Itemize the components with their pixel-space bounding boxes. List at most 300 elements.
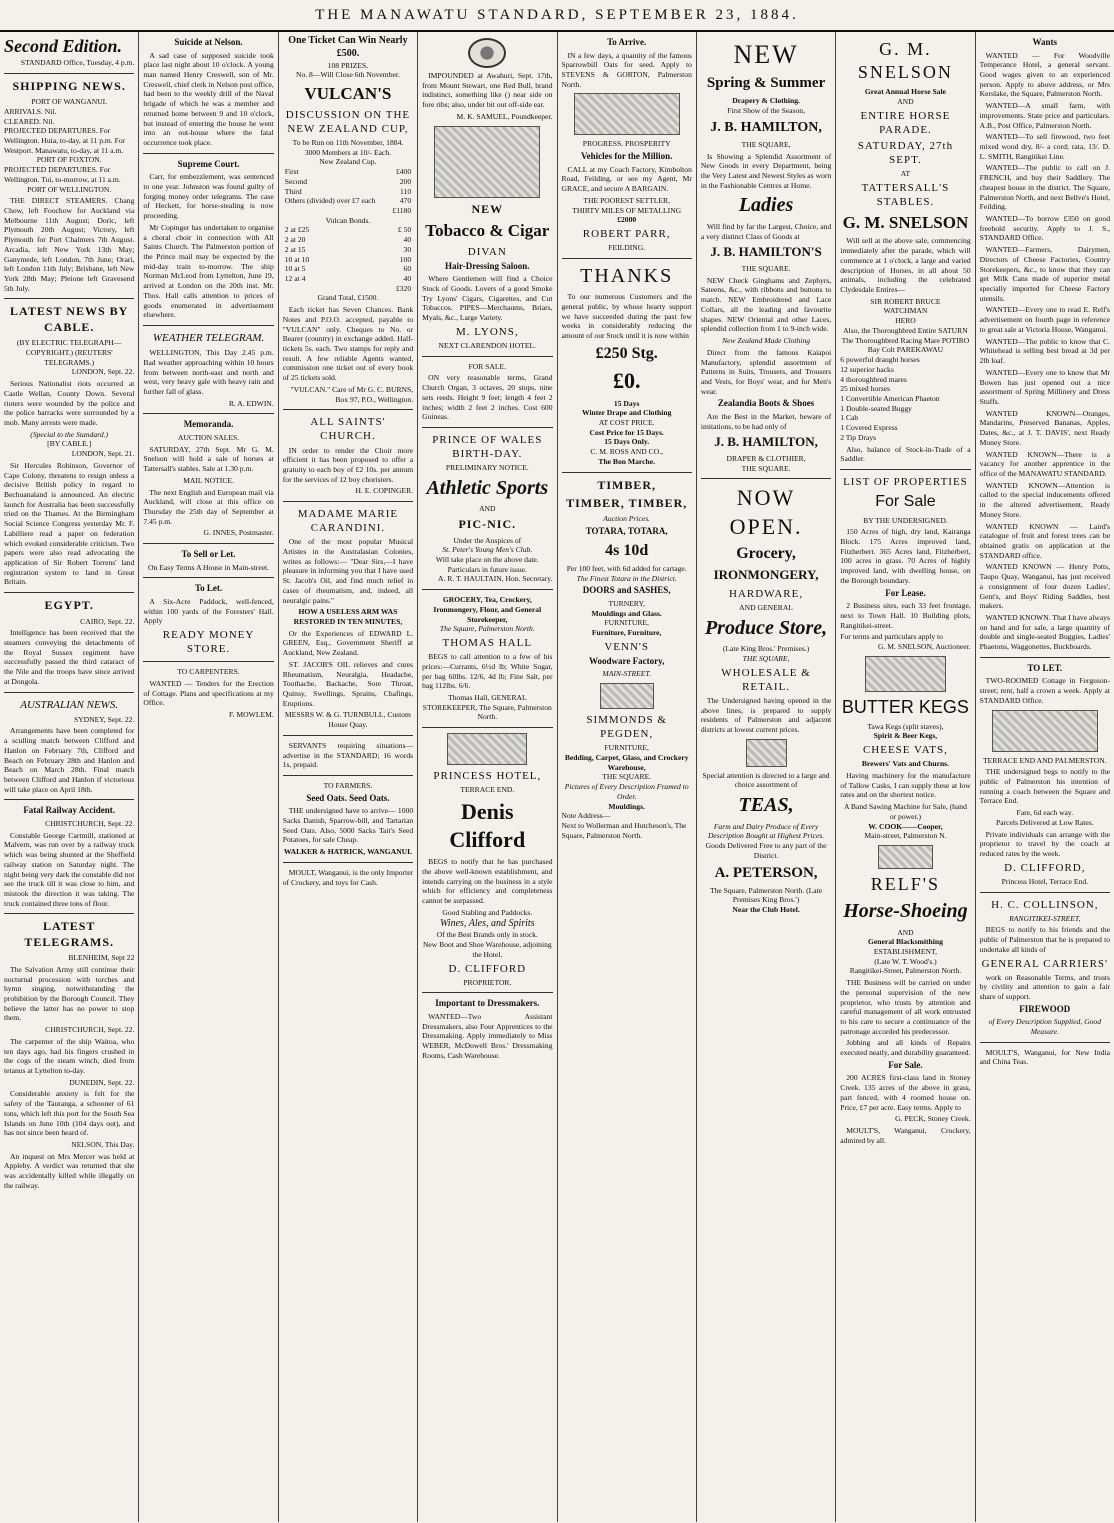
- for-sale-heading: FOR SALE.: [468, 361, 507, 371]
- list-item: WANTED—Every one to read E. Relf's advertisement on fourth page in reference to great sale at Victoria House, Wanganui.: [979, 305, 1110, 334]
- per-100: Per 100 feet, with 6d added for cartage.: [566, 564, 687, 573]
- run-date: To be Run on 11th November, 1884.: [292, 137, 404, 147]
- furniture-2: Furniture, Furniture,: [591, 628, 662, 638]
- gms-snelson: G. M. SNELSON: [842, 212, 969, 232]
- ironmongery: IRONMONGERY,: [713, 567, 819, 583]
- column-6: [697, 32, 836, 1522]
- auctioneer: G. M. SNELSON, Auctioneer.: [878, 641, 971, 651]
- local-news: Mr Copinger has undertaken to organise a choral choir in connection with All Saints Church. The Palmerston portion of the Prince mail may be expected by the mid-day train to-morrow. The ship Norman McLeod from Lyttelton, June 19, arrived at London on the 20th inst. Mr. Thos. Hall calls attention to prices of goods enumerated in advertisement elsewhere.: [143, 222, 274, 320]
- gms-text: Will sell at the above sale, commencing immediately after the parade, which will commence at 1 o'clock, a large and varied description of Horses, in all about 50 animals, including the celebrated Clydesdale Entires—: [840, 236, 971, 295]
- moult-teas: MOULT'S, Wanganui, for New India and China Teas.: [979, 1047, 1110, 1067]
- the-square-1: THE SQUARE,: [741, 139, 791, 149]
- arrive-heading: To Arrive.: [607, 37, 647, 47]
- horse-sale: Great Annual Horse Sale: [864, 87, 946, 97]
- and-general: AND GENERAL: [739, 602, 793, 612]
- main-street: MAIN-STREET.: [602, 669, 651, 679]
- turnbull: MESSRS W. & G. TURNBULL, Custom House Quay.: [284, 710, 411, 730]
- fatal-text: Constable George Cartmill, stationed at Malvern, was run over by a railway truck which was being shunted at the Sheffield railway station on Saturday night. The night being very dark the constable did not see the truck till it was close to him, and mistook the direction it was taking. The truck contained three tons of flour.: [4, 830, 135, 908]
- private: Private individuals can arrange with the proprietor to travel by the coach at reduced rates by the week.: [979, 829, 1110, 859]
- column-4: [418, 32, 557, 1522]
- saints-sign: H. E. COPINGER.: [355, 486, 414, 496]
- moult-crockery: MOULT'S, Wanganui, Crockery, admired by all.: [840, 1126, 971, 1145]
- vehicles-text: CALL at my Coach Factory, Kimbolton Road, Feilding, or see my Agent, Mr GRACE, and secure A BARGAIN.: [561, 164, 692, 194]
- d-clifford-2: D. CLIFFORD,: [1004, 861, 1086, 874]
- sydney-text: Arrangements have been completed for a sculling match between Clifford and Hanlon on February 7th, Clifford and Beach on February 28th and Hanlon and Beach on March 28th. Final match between Clifford and Hanlon if victorious will take place on April 18th.: [4, 726, 135, 794]
- to-let-text: TWO-ROOMED Cottage in Ferguson-street; rent, half a crown a week. Apply at STANDARD Office.: [979, 676, 1110, 705]
- produce-text: The Undersigned having opened in the above lines, is prepared to supply residents of Palmerston and adjacent districts at lowest current prices.: [700, 695, 832, 734]
- list-item: WANTED KNOWN—There is a vacancy for another apprentice in the office of the MANAWATU STANDARD.: [979, 449, 1110, 478]
- list-item: WANTED—To borrow £350 on good freehold security. Apply to J. S., STANDARD Office.: [979, 214, 1110, 243]
- for-lease: For Lease.: [885, 587, 926, 598]
- table-row: Second 200: [284, 176, 412, 186]
- dressmakers-heading: Important to Dressmakers.: [435, 998, 540, 1009]
- horse-list: [840, 355, 970, 442]
- column-5: [558, 32, 697, 1522]
- coach-illustration-2: [992, 710, 1098, 752]
- keg-illustration: [865, 656, 945, 692]
- list-item: 12 superior hacks: [840, 364, 894, 374]
- terrace-end: TERRACE END.: [460, 785, 515, 795]
- for-sale: For Sale: [875, 493, 936, 511]
- jb-hamiltons: J. B. HAMILTON'S: [710, 244, 822, 260]
- tobacco-new: NEW: [471, 201, 504, 216]
- fifteen-days: 15 Days: [613, 398, 640, 408]
- progress: PROGRESS. PROSPERITY: [582, 139, 671, 149]
- ready-money-store: READY MONEY STORE.: [162, 629, 255, 656]
- and-2: AND: [897, 927, 914, 937]
- grocery-heading: GROCERY, Tea, Crockery, Ironmongery, Flour, and General Storekeeper,: [433, 595, 542, 624]
- arrivals: ARRIVALS. Nil.: [4, 106, 57, 116]
- teas: TEAS,: [738, 794, 794, 817]
- list-item: 6 powerful draught horses: [840, 355, 920, 365]
- simmonds-pegden: SIMMONDS & PEGDEN,: [586, 714, 667, 741]
- weather-text: WELLINGTON, This Day 2.45 p.m. Bad weather approaching within 10 hours from between north-east and north and west, very heavy gale with heavy rain and further fall of glass.: [143, 348, 274, 396]
- list-item: WANTED—Every one to know that Mr Bowen has just opened out a nice assortment of Spring Millinery and Dress Stuffs.: [979, 367, 1110, 406]
- cairo-dateline: CAIRO, Sept. 22.: [80, 616, 135, 626]
- list-item: 2 Tip Drays: [840, 432, 877, 442]
- bonds-heading: Vulcan Bonds.: [325, 215, 371, 225]
- list-item: WANTED KNOWN—Oranges, Mandarins, Preserved Bananas, Apples, Dates, &c., at J. T. DAVIS', next Ready Money Store.: [979, 408, 1110, 447]
- wants-heading: Wants: [1032, 37, 1058, 47]
- foxton-departures: PROJECTED DEPARTURES. For Wellington. Tui, to-morrow, at 11 a.m.: [4, 165, 121, 184]
- stock-amount: £250 Stg.: [595, 344, 658, 362]
- useless-text: Or the Experiences of EDWARD L. GREEN, Esq., Government Sheriff at Auckland, New Zealand.: [282, 628, 414, 658]
- timber-2: TIMBER, TIMBER,: [566, 495, 688, 510]
- establishment: ESTABLISHMENT,: [873, 947, 938, 957]
- jb-hamilton-2: J. B. HAMILTON,: [714, 434, 818, 450]
- prizes: 108 PRIZES.: [327, 60, 369, 70]
- bootshop: New Boot and Shoe Warehouse, adjoining the Hotel.: [422, 940, 552, 959]
- table-row: 2 at 15 30: [284, 244, 412, 254]
- farmers-heading: TO FARMERS.: [323, 781, 373, 791]
- list-item: WANTED KNOWN—Attention is called to the special inducements offered in the altered advertisement, Ready Money Store.: [979, 480, 1110, 519]
- cable-note: (BY ELECTRIC TELEGRAPH—COPYRIGHT.) (REUTERS' TELEGRAMS.): [16, 338, 122, 367]
- club-hotel: Near the Club Hotel.: [732, 905, 800, 915]
- supreme-text: Carr, for embezzlement, was sentenced to one year. Johnston was found guilty of forging money order telegrams. The case of Heckett, for horse-stealing is now proceeding.: [143, 172, 274, 221]
- auction-heading: AUCTION SALES.: [177, 432, 240, 442]
- smokers-illustration: [434, 126, 540, 198]
- blenheim-dateline: BLENHEIM, Sept 22: [68, 953, 135, 963]
- australian-heading: AUSTRALIAN NEWS.: [20, 698, 119, 711]
- picnic-text: Will take place on the above date. Particulars in future issue.: [435, 554, 539, 574]
- thoroughbred: Also, the Thoroughbred Entire SATURN: [843, 325, 968, 335]
- price-4s10d: 4s 10d: [605, 541, 649, 559]
- fatal-heading: Fatal Railway Accident.: [23, 805, 116, 816]
- coach-text: THE undersigned begs to notify to the public of Palmerston his intention of running a coach between the Square and Terrace End.: [979, 767, 1110, 806]
- sell-heading: To Sell or Let.: [181, 549, 236, 560]
- hall-text: BEGS to call attention to a few of his prices:—Currants, 6½d lb; White Sugar, per bag 60lbs. 12/6, 4d lb; Fine Salt, per bag 112lbs. 6/6.: [422, 652, 553, 691]
- memoranda-heading: Memoranda.: [183, 419, 234, 430]
- ross-co: C. M. ROSS AND CO.,: [590, 447, 663, 457]
- list-item: 1 Cab: [840, 413, 859, 423]
- wales-heading: PRINCE OF WALES BIRTH-DAY.: [432, 434, 543, 461]
- list-item: WANTED—The public to call on J. FRENCH, and buy their Saddlery. The cheapest house in the district. The Square, Palmerston North, and next Bellve's Hotel, Feilding.: [979, 163, 1110, 212]
- vehicles-heading: Vehicles for the Million.: [580, 151, 673, 162]
- new-heading: NEW: [733, 40, 799, 69]
- mouldings-glass: Mouldings and Glass.: [591, 608, 662, 618]
- list-item: WANTED—Farmers, Dairymen, Directors of Cheese Factories, Country Storekeepers, &c., to know that they can get Milk Cans made of superior metal specially imported for Cheese Factory utensils.: [979, 245, 1110, 303]
- dressmakers-text: WANTED—Two Assistant Dressmakers, also Four Apprentices to the Dressmaking. Apply immediately to Miss WEBER, McDowell Bros.' Dressmaking Rooms, Cash Warehouse.: [422, 1011, 553, 1060]
- list-item: 4 thoroughbred mares: [840, 374, 907, 384]
- seed-text: THE undersigned have to arrive— 1000 Sacks Danish, Sparrow-bill, and Tartarian Seed Oats. Also, 5000 Sacks Tait's Seed Potatoes, for sale Cheap.: [282, 806, 414, 845]
- dunedin-text: Considerable anxiety is felt for the safety of the Tauranga, a schooner of 61 tons, which left this port for the South Sea Islands on June 10th (104 days out), and has not since been heard of.: [4, 1089, 135, 1138]
- wholesale: WHOLESALE & RETAIL.: [721, 666, 811, 693]
- column-1: [0, 32, 139, 1522]
- pictures: Pictures of Every Description Framed to Order.: [564, 782, 689, 801]
- table-row: £1180: [392, 205, 412, 215]
- cook-cooper: W. COOK——Cooper,: [868, 821, 943, 831]
- the-square-3: THE SQUARE.: [741, 463, 791, 473]
- table-row: 2 at 20 40: [284, 235, 412, 245]
- table-row: 10 at 10 100: [284, 254, 412, 264]
- office-line: STANDARD Office, Tuesday, 4 p.m.: [20, 58, 135, 68]
- sell-text: On Easy Terms A House in Main-street.: [148, 562, 270, 572]
- tolet-text: A Six-Acre Paddock, well-fenced, within 100 yards of the Foresters' Hall. Apply: [143, 596, 274, 626]
- table-row: 2 at £25 £ 50: [284, 225, 412, 235]
- jobbing: Jobbing and all kinds of Repairs executed neatly, and durability guaranteed.: [840, 1038, 971, 1058]
- oil-text: ST. JACOB'S OIL relieves and cures Rheumatism, Neuralgia, Headache, Toothache, Backache, Sore Throat, Quinsy, Swellings, Sprains, Chafings, Eruptions.: [282, 659, 414, 708]
- athletic-sports: Athletic Sports: [426, 476, 549, 499]
- organ-text: ON very reasonable terms, Grand Church Organ, 3 octaves, 20 stops, nine sets reeds. Height 9 feet; length 4 feet 2 inches; width 2 feet 2 inches. Cost 600 Guineas.: [422, 373, 553, 422]
- hamilton-text: Is Showing a Splendid Assortment of New Goods in every Department, being the Very Latest and Newest Styles as worn in the Fashionable Centres at Home.: [700, 151, 832, 190]
- direct-steamers: THE DIRECT STEAMERS. Chang Chow, left Foochow for Auckland via Melbourne 11th August; Doric, left Plymouth 20th August; Victory, left Plymouth for Port Chalmers 7th August. Arcadia, left New York 13th May; Ganymede, left London, 7th June; Orari, left London 11th July; Brisbane, left New York 28th May; Pleione left Gravesend 5th July.: [4, 196, 135, 293]
- list-item: WANTED KNOWN — Henry Potts, Taupo Quay, Wanganui, has just received a consignment of four dozen Ladies', Gent's, and Boys' Riding Saddles, best makers.: [979, 562, 1110, 611]
- peterson-address: The Square, Palmerston North. (Late Premises King Bros.'): [709, 885, 823, 905]
- properties-text: 150 Acres of high, dry land, Kairanga Block. 175 Acres improved land, Fitzherbert. 365 Acres land, Fitzherbert, 100 acres in grass. 70 Acres of highly improved land, with dwelling house, on the Borough boundary.: [840, 527, 971, 585]
- clifford-text: BEGS to notify that he has purchased the above well-known establishment, and intends carrying on the business in a style which for efficiency and completeness cannot be surpassed.: [422, 857, 553, 906]
- egypt-heading: EGYPT.: [44, 598, 94, 613]
- spirit-kegs: Spirit & Beer Kegs,: [873, 731, 938, 741]
- dc-address: Princess Hotel, Terrace End.: [1001, 876, 1089, 886]
- band-sawing: A Band Sawing Machine for Sale, (hand or power.): [843, 802, 967, 821]
- drapery: Drapery & Clothing.: [732, 96, 800, 106]
- feilding: FEILDING.: [608, 243, 646, 253]
- metalling-amount: £2000: [617, 215, 637, 225]
- timber-1: TIMBER,: [597, 477, 657, 492]
- port-wanganui: PORT OF WANGANUI.: [31, 97, 108, 107]
- list-item: 1 Covered Express: [840, 423, 898, 433]
- brewers-text: Having machinery for the manufacture of Tallow Casks, I can supply these at low rates and on the shortest notice.: [840, 770, 971, 800]
- mail-text: The next English and European mail via Auckland, will close at this office on Thursday the 25th day of September at 7.45 p.m.: [143, 487, 274, 526]
- proprietor: PROPRIETOR.: [463, 977, 512, 987]
- carriers-work: work on Reasonable Terms, and trusts by civility and attention to gain a fair share of support.: [979, 972, 1110, 1002]
- cairo-text: Intelligence has been received that the steamers conveying the detachments of the Royal Sussex regiment have successfully passed the third cataract of the Nile and the troops have since arrived at Dongola.: [4, 628, 135, 686]
- teapot-illustration: [746, 739, 787, 767]
- rangitikei: RANGITIKEI-STREET,: [1009, 913, 1081, 923]
- auspices: Under the Auspices of: [453, 535, 522, 545]
- the-square: THE SQUARE.: [602, 772, 652, 782]
- latest-telegrams-heading: LATEST TELEGRAMS.: [24, 919, 115, 949]
- at-word: AT: [900, 168, 911, 178]
- cleared: CLEARED. Nil.: [4, 116, 55, 126]
- carpenters-sign: F. MOWLEM.: [229, 710, 274, 720]
- discussion: DISCUSSION ON THE NEW ZEALAND CUP,: [285, 108, 411, 135]
- the-square-2: THE SQUARE.: [741, 264, 791, 274]
- collinson: H. C. COLLINSON,: [991, 898, 1099, 911]
- by-cable: [BY CABLE.]: [47, 439, 92, 449]
- new-list: NEW Check Ginghams and Zephyrs, Sateens, &c., with ribbons and buttons to match. NEW Embroidered and Lace Collars, all the leading and favourite shapes. NEW Oriental and other Laces, splendid collection from 1 to 9-inch wide.: [700, 275, 832, 334]
- poorest-settler: THE POOREST SETTLER,: [583, 195, 670, 205]
- impound-sign: M. K. SAMUEL, Poundkeeper.: [456, 111, 553, 121]
- shipping-heading: SHIPPING NEWS.: [12, 78, 126, 93]
- grocery-square: The Square, Palmerston North.: [439, 624, 535, 634]
- firewood: FIREWOOD: [1019, 1003, 1071, 1014]
- ladies: Ladies: [738, 194, 794, 217]
- note-address: Note Address—: [561, 811, 611, 821]
- terrace-heading: TERRACE END AND PALMERSTON.: [983, 755, 1107, 765]
- zero-amount: £0.: [612, 368, 641, 394]
- departures: PROJECTED DEPARTURES. For Wellington. Huia, to-day, at 11 p.m. For Westport. Manawatu, to-day, at 11 a.m.: [4, 126, 126, 155]
- lyons-address: NEXT CLARENDON HOTEL.: [438, 340, 537, 350]
- to-let: TO LET.: [1027, 662, 1063, 673]
- weather-sign: R. A. EDWIN.: [228, 398, 274, 408]
- divan: DIVAN: [467, 245, 507, 258]
- cable-heading: LATEST NEWS BY CABLE.: [10, 304, 129, 334]
- furniture-3: FURNITURE,: [604, 743, 649, 753]
- table-row: Others (divided) over £7 each 470: [284, 196, 412, 206]
- auction-text: SATURDAY, 27th Sept. Mr G. M. Snelson will hold a sale of horses at Tattersall's stables. Sale at 1.30 p.m.: [143, 444, 274, 474]
- walker-hatrick: WALKER & HATRICK, WANGANUI.: [283, 847, 413, 857]
- table-row: 10 at 5 60: [284, 264, 412, 274]
- farm-produce: Farm and Dairy Produce of Every Description Bought at Highest Prices.: [707, 821, 825, 841]
- first-show: First Show of the Season,: [727, 106, 805, 116]
- thanks-text: To our numerous Customers and the general public, by whose hearty support we have succeeded during the past few weeks in considerably reducing the amount of our Stock until it is now within: [561, 292, 692, 341]
- mail-sign: G. INNES, Postmaster.: [203, 528, 274, 538]
- supreme-heading: Supreme Court.: [177, 158, 240, 169]
- coat-of-arms-icon: [468, 38, 506, 68]
- spring-summer: Spring & Summer: [706, 75, 826, 92]
- vulcan-text: Each ticket has Seven Chances. Bank Notes and P.O.O. accepted, payable to "VULCAN" only. Cheques to No. or Bearer (country) in exchange added. Half-tickets 5s. each. Two stamps for reply and result. A few reliable Agents wanted, commission one ticket out of every book of 25 tickets sold.: [282, 305, 414, 383]
- lease-text: 2 Business sites, each 33 feet frontage, next to Town Hall. 10 Building plots, Rangitikei-street.: [840, 601, 971, 630]
- collinson-text: BEGS to notify to his friends and the public of Palmerston that he is prepared to undertake all kinds of: [979, 925, 1110, 954]
- hardware: HARDWARE,: [729, 587, 804, 600]
- haultain-sign: A. R. T. HAULTAIN, Hon. Secretary.: [437, 574, 553, 584]
- london-dateline-2: LONDON, Sept. 21.: [71, 449, 135, 459]
- suicide-text: A sad case of supposed suicide took place last night about 10 o'clock. A young man named Henry Creswell, son of Mr. Creswell, chief clerk in Nelson post office, had been to the weekly drill of the Naval brigade of which he was a member and returned home between 9 and 10 o'clock, but instead of entering the house he went into an out-house where the fatal occurrence took place.: [143, 50, 274, 147]
- drawn-close: No. 8—Will Close 6th November.: [295, 70, 400, 80]
- sydney-dateline: SYDNEY, Sept. 22.: [73, 714, 135, 724]
- list-item: WANTED — For Woodville Temperance Hotel, a general servant. Good wages given to an experienced person. Apply to above address, or Mrs Kerslake, the Square, Palmerston North.: [979, 50, 1110, 99]
- parcels: Parcels Delivered at Low Rates.: [995, 817, 1094, 827]
- hair-text: Where Gentlemen will find a Choice Stock of Goods. Lovers of a good Smoke Try Lyons' Cigars, Cigarettes, and Cut Tobaccos. PIPES—Merchaums, Briars, Myals, &c., Large Variety.: [422, 274, 553, 323]
- cup-prize-table: [283, 167, 413, 216]
- hair-saloon: Hair-Dressing Saloon.: [445, 260, 530, 271]
- late-wood: (Late W. T. Wood's.): [874, 956, 937, 966]
- peck-sign: G. PECK, Stoney Creek.: [895, 1114, 971, 1124]
- saints-heading: ALL SAINTS' CHURCH.: [310, 416, 386, 443]
- list-item: WANTED—A small farm, with improvements. State price and particulars. A.B., Post Office, Palmerston North.: [979, 101, 1110, 130]
- turnery: TURNERY,: [608, 598, 645, 608]
- column-8: [976, 32, 1114, 1522]
- suicide-heading: Suicide at Nelson.: [174, 37, 243, 47]
- mail-heading: MAIL NOTICE.: [183, 475, 234, 485]
- venns: VENN'S: [604, 640, 650, 653]
- column-2: [139, 32, 278, 1522]
- peterson: A. PETERSON,: [714, 864, 818, 881]
- column-3: [279, 32, 418, 1522]
- cheese-vats: CHEESE VATS,: [862, 744, 948, 757]
- bonds-table: [283, 225, 413, 293]
- furniture-illustration: [600, 683, 654, 709]
- christchurch-text-2: The carpenter of the ship Waitoa, who ten days ago, had his fingers crushed in the cogs of the steam winch, died from tetanus at Lyttelton to-day.: [4, 1036, 135, 1075]
- tobacco-heading: Tobacco & Cigar: [425, 220, 550, 240]
- princess-hotel: PRINCESS HOTEL,: [433, 770, 542, 783]
- at-cost: AT COST PRICE.: [598, 417, 655, 427]
- cook-address: Main-street, Palmerston N.: [864, 831, 947, 841]
- teas-intro: Special attention is directed to a large and choice assortment of: [702, 770, 830, 790]
- draper-clothier: DRAPER & CLOTHIER,: [726, 453, 806, 463]
- london-dateline-1: LONDON, Sept. 22.: [71, 367, 135, 377]
- entire-1: SIR ROBERT BRUCE: [870, 296, 941, 306]
- moult-ad: MOULT, Wanganui, is the only Importer of Crockery, and toys for Cash.: [282, 867, 414, 887]
- late-king: (Late King Bros.' Premises.): [722, 644, 810, 654]
- list-item: WANTED—To sell firewood, two feet mixed wood dry, 8/- a cord; rata, 13/. D. L. SMITH, Rangitikei Line.: [979, 132, 1110, 161]
- brands: Of the Best Brands only in stock.: [436, 930, 538, 940]
- cost-price: Cost Price for 15 Days.: [589, 427, 664, 437]
- thomas-hall: THOMAS HALL: [442, 637, 533, 650]
- now-open: NOW OPEN.: [729, 485, 803, 539]
- list-item: WANTED KNOWN. That I have always on hand and for sale, a large quantity of double and single-seated Buggies, Ladies' Phaetons, Waggonettes, Buckboards.: [979, 613, 1110, 652]
- firewood-text: of Every Description Supplied, Good Measure.: [988, 1017, 1102, 1036]
- relfs: RELF'S: [870, 873, 941, 894]
- grocery: Grocery,: [736, 544, 796, 562]
- table-row: First £400: [284, 167, 412, 177]
- cup-heading: New Zealand Cup.: [319, 157, 377, 167]
- tolet-heading: To Let.: [194, 583, 223, 594]
- acres-text: 200 ACRES first-class land in Stoney Creek. 135 acres of the above in grass, part fenced, with 4 roomed house on. Price, £7 per acre. Easy terms. Apply to: [840, 1073, 971, 1112]
- useless-arm: HOW A USELESS ARM WAS RESTORED IN TEN MINUTES,: [293, 607, 403, 626]
- saddler: Also, balance of Stock-in-Trade of a Saddler.: [840, 444, 971, 464]
- and-1: AND: [897, 96, 914, 106]
- table-row: 12 at 4 40: [284, 274, 412, 283]
- nz-clothing: New Zealand Made Clothing: [722, 336, 811, 346]
- list-item: WANTED KNOWN — Laird's catalogue of fruit and forest trees can be obtained gratis on application at the STANDARD office.: [979, 521, 1110, 560]
- properties-heading: LIST OF PROPERTIES: [843, 475, 968, 488]
- carpenters-text: WANTED — Tenders for the Erection of Cottage. Plans and specifications at my Office.: [143, 678, 274, 708]
- jb-hamilton: J. B. HAMILTON,: [710, 119, 822, 135]
- bay-colt: Bay Colt PAREKAWAU: [867, 345, 944, 355]
- blenheim-text: The Salvation Army still continue their nocturnal procession with torches and hymn singing, notwithstanding the prohibition by the Borough Council. They believe the latter has no power to stop them.: [4, 964, 135, 1023]
- for-sale-2: For Sale.: [888, 1059, 923, 1070]
- list-item: 25 mixed horses: [840, 384, 891, 394]
- doors-sashes: DOORS and SASHES,: [582, 585, 671, 596]
- members: 3000 Members at 10/- Each.: [304, 147, 392, 157]
- picnic: PIC-NIC.: [458, 517, 517, 532]
- metalling: THIRTY MILES OF METALLING: [572, 205, 682, 215]
- saturday: SATURDAY, 27th SEPT.: [857, 139, 954, 166]
- snelson-heading: G. M. SNELSON: [857, 39, 953, 83]
- lyons-name: M. LYONS,: [456, 325, 519, 338]
- carandini-text: One of the most popular Musical Artistes in the Australasian Colonies, writes as follows:— "Dear Sirs,—I have pleasure in informing you that I have used St. Jacob's Oil, and find much relief in cases of rheumatism, and, indeed, all neuralgic pains.": [282, 537, 414, 605]
- list-item: WANTED—The public to know that C. Whitehead is selling best bread at 3d per 2lb loaf.: [979, 336, 1110, 366]
- finest-totara: The Finest Totara in the District.: [576, 573, 677, 583]
- denis-clifford: Denis Clifford: [449, 798, 526, 853]
- furniture: FURNITURE,: [604, 618, 649, 628]
- ticket-heading: One Ticket Can Win Nearly £500.: [288, 35, 408, 59]
- list-item: 1 Double-seated Buggy: [840, 403, 912, 413]
- nz-clothing-text: Direct from the famous Kaiapoi Manufactory, splendid assortment of Patterns in Suits, Trousers, and Trousers and Vests, for Boys' wear, and for Men's wear.: [700, 347, 832, 396]
- bon-marche: The Bon Marche.: [598, 456, 655, 466]
- brewers-vats: Brewers' Vats and Churns.: [861, 759, 950, 769]
- wines: Wines, Ales, and Spirits: [440, 917, 535, 929]
- nelson-dateline: NELSON, This Day.: [71, 1140, 135, 1150]
- robert-parr: ROBERT PARR,: [582, 227, 671, 240]
- london-text-2: Sir Hercules Robinson, Governor of Cape Colony, threatens to resign unless a decisive British policy in regard to Bechuanaland is announced. An electric launch for Australia has been successfully tried on the Thames. At the Birmingham Social Science Congress yesterday Mr. F. Labilliere read a paper on federation which evoked considerable criticism. Two papers were also read advocating the application of Sir Robert Torrens' land registration system to land in Great Britain.: [4, 460, 135, 587]
- masthead: THE MANAWATU STANDARD, SEPTEMBER 23, 1884.: [0, 0, 1114, 32]
- edition-title: Second Edition.: [4, 36, 123, 56]
- table-row: Third 110: [284, 186, 412, 196]
- by-undersigned: BY THE UNDERSIGNED.: [863, 515, 948, 525]
- grand-total: Grand Total, £1500.: [317, 293, 379, 303]
- vulcan-title: VULCAN'S: [304, 84, 392, 104]
- port-wellington: PORT OF WELLINGTON.: [27, 184, 112, 194]
- weather-heading: WEATHER TELEGRAM.: [152, 332, 265, 344]
- arrive-text: IN a few days, a quantity of the famous Sparrowbill Oats for seed. Apply to STEVENS & GORTON, Palmerston North.: [561, 50, 692, 89]
- mouldings-2: Mouldings.: [608, 801, 645, 811]
- bedding: Bedding, Carpet, Glass, and Crockery Warehouse,: [564, 753, 689, 772]
- rangitikei-street: Rangitikei-Street, Palmerston North.: [849, 966, 962, 976]
- london-text-1: Serious Nationalist riots occurred at Castle Wellan, County Down. Several rioters were wounded by the police and the police barracks were surrounded by a mob. Many arrests were made.: [4, 379, 135, 427]
- carandini-heading: MADAME MARIE CARANDINI.: [297, 508, 399, 535]
- wants-list: [980, 51, 1110, 652]
- the-square-4: THE SQUARE,: [742, 653, 790, 663]
- woodware: Woodware Factory,: [589, 655, 665, 666]
- entire-2: WATCHMAN: [883, 306, 928, 316]
- vulcan-sign: "VULCAN." Care of Mr G. C. BURNS, Box 97, P.O., Wellington.: [290, 384, 414, 404]
- next-to: Next to Wollerman and Hutcheson's, The Square, Palmerston North.: [561, 821, 687, 840]
- seed-oats: Seed Oats. Seed Oats.: [306, 792, 390, 803]
- days-only: 15 Days Only.: [604, 437, 650, 447]
- thanks-heading: THANKS: [580, 264, 674, 287]
- winter-clothing: Winter Drape and Clothing: [581, 408, 672, 418]
- terms: For terms and particulars apply to: [840, 632, 943, 642]
- relf-text: THE Business will be carried on under the personal supervision of the new proprietor, who trusts by attention and careful management of all work entrusted to his care to secure a continuance of the patronage accorded his predecessor.: [840, 978, 971, 1036]
- coach-illustration: [574, 93, 680, 135]
- racing-mare: The Thoroughbred Racing Mare POTIRO: [841, 335, 970, 345]
- blacksmithing: General Blacksmithing: [867, 937, 943, 947]
- hotel-illustration: [447, 733, 527, 765]
- ladies-text: Will find by far the Largest, Choice, and a very distinct Class of Goods at: [700, 221, 832, 241]
- tawa-kegs: Tawa Kegs (split staves),: [867, 721, 944, 731]
- stabling: Good Stabling and Paddocks.: [442, 907, 533, 917]
- tattersalls: TATTERSALL'S STABLES.: [861, 181, 950, 208]
- d-clifford: D. CLIFFORD: [448, 962, 527, 975]
- list-item: 1 Convertible American Phaeton: [840, 393, 940, 403]
- hall-sign: Thomas Hall, GENERAL STOREKEEPER, The Square, Palmerston North.: [422, 692, 552, 722]
- produce-store: Produce Store,: [704, 616, 828, 639]
- auction-prices: Auction Prices.: [603, 514, 651, 524]
- club-name: St. Peter's Young Men's Club.: [442, 545, 533, 555]
